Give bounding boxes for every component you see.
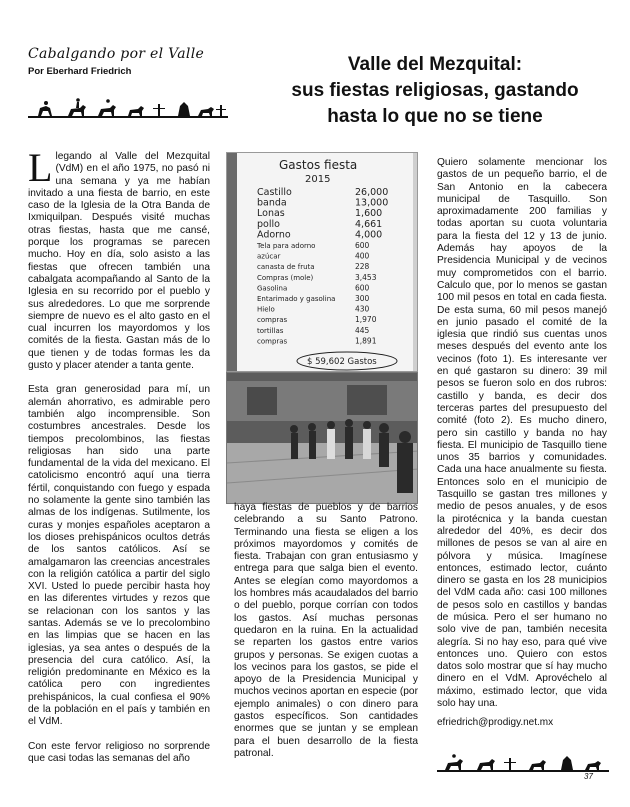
- headline-line-1: Valle del Mezquital:: [347, 54, 523, 75]
- sheet-item-amount: 1,600: [355, 208, 383, 220]
- sheet-item-amount: 430: [355, 304, 370, 314]
- riders-silhouette-icon: [28, 96, 228, 118]
- sheet-item-label: Gasolina: [257, 284, 288, 293]
- photo-community-meeting: [226, 372, 418, 504]
- sheet-item-amount: 228: [355, 262, 370, 272]
- sheet-item-label: Compras (mole): [257, 273, 314, 282]
- paragraph: [28, 145, 210, 372]
- paragraph: Con este fervor religioso no sorprende que casi todas las semanas del año: [28, 740, 210, 764]
- sheet-item-amount: 1,891: [355, 336, 377, 346]
- sheet-title: Gastos fiesta: [279, 158, 358, 172]
- sheet-item-amount: 4,661: [355, 218, 383, 230]
- photo-expense-sheet: [226, 152, 418, 372]
- paragraph: Quiero solamente mencionar los gastos de un pequeño barrio, el de San Antonio en la cabecera municipal de Tasquillo. Son aproximadamente 200 familias y todas aportan su cuota voluntaria para la fiesta del 12 y 13 de junio. Además hay apoyos de la Presidencia Municipal y de vecinos muy comprometidos con el barrio. Calculo que, por lo menos se gastan 100 mil pesos en total en cada fiesta. De esta suma, 60 mil pesos manejó en junio pasado el comité de la iglesia que rindió sus cuentas unos meses después del evento ante los vecinos (foto 1). Es interesante ver en qué gastaron su dinero: 39 mil pesos se fueron solo en dos rubros: castillo y banda, es decir dos terceras partes del presupuesto del comité (foto 2). Es mucho dinero, pero sin castillo y banda no hay fiesta. El municipio de Tasquillo tiene unos 35 barrios y comunidades. Cada una hace anualmente su fiesta. Entonces solo en el municipio de Tasquillo se gastan tres millones y medio de pesos anuales, y de esos la pirotécnica y la banda cuestan alrededor del 40%, es decir dos millones de pesos se van al aire en pólvora y música. Imagínese entonces, estimado lector, cuánto dinero se gasta en los 28 municipios del VdM cada año: casi 100 millones de pesos solo en castillos y bandas de música. Pero el ser humano no solo vive de pan, también necesita alegría. Si no hay eso, para qué vive entonces uno. Quiero con estos datos solo mostrar que sí hay mucho dinero en el VdM. Aprovéchelo al máximo, estimado lector, que vida solo hay una.: [437, 157, 607, 710]
- article-column-1: [28, 145, 210, 777]
- sheet-item-amount: 26,000: [355, 187, 389, 198]
- sheet-item-amount: 4,000: [355, 229, 383, 241]
- article-column-3: [437, 157, 607, 722]
- sheet-item-amount: 445: [355, 325, 370, 335]
- sheet-item-label: Entarimado y gasolina: [257, 295, 336, 303]
- sheet-item-label: Hielo: [257, 305, 275, 314]
- sheet-item-label: Tela para adorno: [257, 242, 316, 250]
- sheet-total: $ 59,602 Gastos: [307, 357, 377, 367]
- page-number: 37: [584, 772, 593, 781]
- sheet-item-label: Castillo: [257, 187, 292, 198]
- sheet-item-amount: 3,453: [355, 272, 377, 282]
- sheet-item-label: banda: [257, 197, 287, 209]
- meeting-image: [227, 373, 418, 504]
- sheet-item-label: compras: [257, 316, 288, 325]
- sheet-item-label: azúcar: [257, 252, 281, 261]
- headline-line-2: sus fiestas religiosas, gastando: [291, 80, 579, 101]
- byline: Por Eberhard Friedrich: [28, 66, 132, 77]
- article-column-2: [234, 502, 418, 772]
- sheet-item-amount: 300: [355, 294, 370, 303]
- sheet-year: 2015: [305, 174, 331, 185]
- headline-line-3: hasta lo que no se tiene: [327, 106, 543, 127]
- sheet-item-label: Adorno: [257, 229, 291, 241]
- paragraph-text: legando al Valle del Mezquital (VdM) en el año 1975, no pasó ni una semana y ya me habían invitado a una fiesta de barrio, en este caso de la Iglesia de la Otra Banda de Ixmiquilpan. Después visité muchas otras fiestas, hasta que me cansé, porque los programas se parecen mucho. Hoy en día, solo asisto a las fiestas que ofrecen también una cabalgata acompañando al Santo de la Iglesia en su recorrido por el pueblo y sus alrededores. Lo que me sorprende siempre de nuevo es el alto gasto en el cual incurren los mayordomos y los comités de la fiesta. Gastan más de lo que tienen y de todas formas les da gusto y placer atender a tanta gente.: [28, 151, 210, 372]
- sheet-item-amount: 400: [355, 251, 370, 261]
- author-email: efriedrich@prodigy.net.mx: [437, 717, 554, 728]
- paragraph: Esta gran generosidad para mí, un alemán ahorrativo, es admirable pero también algo incomprensible. Son costumbres ancestrales. Desde los tiempos precolombinos, las fiestas religiosas han sido una parte fundamental de la vida del mexicano. El catolicismo encontró aquí una tierra fértil, conquistando con fuego y espada no solamente la gente sino también las almas de los indígenas. Sutilmente, los curas y monjes españoles aceptaron a los dioses prehispánicos ocultos detrás de los santos católicos. Así se amalgamaron las creencias ancestrales con la religión católica a partir del siglo XVI. Usted lo puede percibir hasta hoy en las diferentes virtudes y rezos que se relacionan con los santos y las santas. Además se ve lo precolombino en las limpias que se hacen en las iglesias, ya sea antes o después de la presencia del cura católico. Así, la religión predominante en México es la católica pero con ingredientes prehispánicos, la cual confiesa el 90% de la población en el país y también en el VdM.: [28, 384, 210, 728]
- sheet-item-label: pollo: [257, 218, 280, 230]
- footer-riders-silhouette-icon: [437, 752, 609, 772]
- sheet-item-amount: 600: [355, 283, 370, 293]
- sheet-item-label: canasta de fruta: [257, 263, 315, 272]
- expense-sheet-image: [227, 153, 418, 372]
- column-name: Cabalgando por el Valle: [28, 46, 205, 62]
- sheet-item-amount: 13,000: [355, 197, 389, 209]
- column-header: [28, 46, 228, 77]
- sheet-item-label: compras: [257, 337, 288, 346]
- article-headline: [240, 52, 630, 130]
- sheet-item-amount: 1,970: [355, 315, 377, 325]
- sheet-item-amount: 600: [355, 241, 370, 250]
- sheet-item-label: tortillas: [257, 326, 284, 335]
- drop-cap: L: [28, 145, 53, 190]
- sheet-item-label: Lonas: [257, 208, 285, 220]
- paragraph: haya fiestas de pueblos y de barrios celebrando a su Santo Patrono. Terminando una fiesta se eligen a los próximos mayordomos y comités de fiesta. Trabajan con gran entusiasmo y entrega para que salga bien el evento. Antes se elegían como mayordomos a los hombres más acaudalados del barrio o del pueblo, porque corrían con todos los gastos. Así muchas personas quedaron en la ruina. En la actualidad se reparten los gastos entre varios grupos y personas. Se exigen cuotas a los vecinos para los gastos, se pide el apoyo de la Presidencia Municipal y muchos vecinos aportan en especie (por ejemplo animales) o con dinero para gastos específicos. Son cantidades enormes que se juntan y se emplean para el buen desarrollo de la fiesta patronal.: [234, 502, 418, 759]
